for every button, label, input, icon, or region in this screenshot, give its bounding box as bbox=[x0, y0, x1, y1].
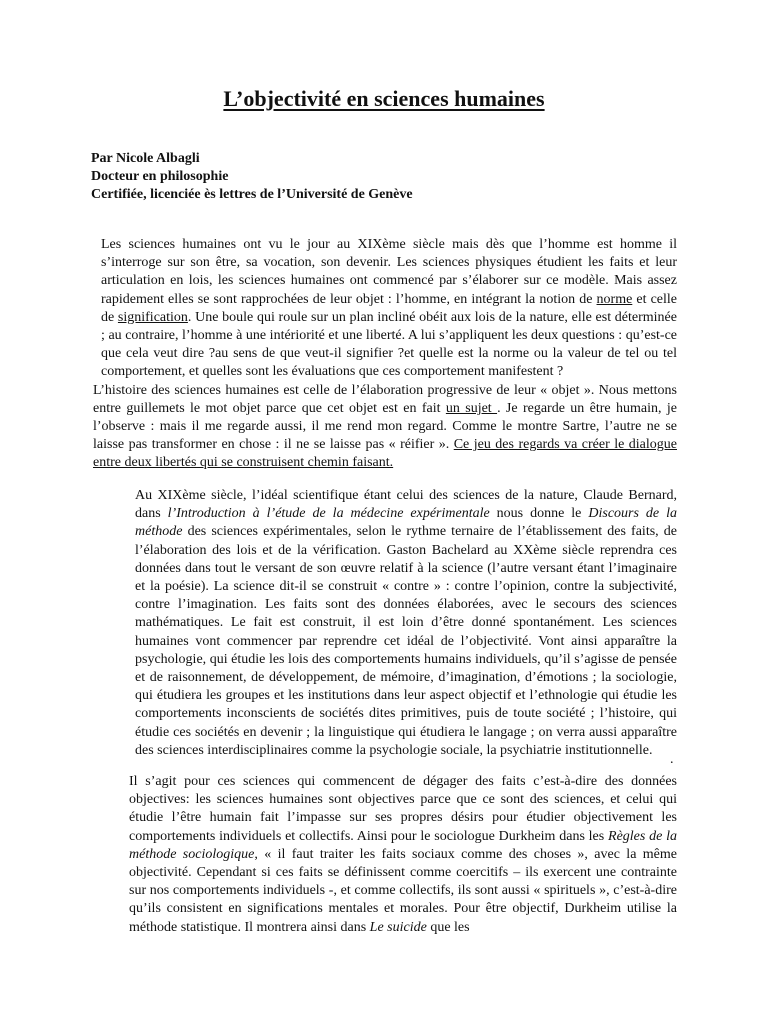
term-un-sujet: un sujet bbox=[445, 400, 498, 416]
title-regles: Règles de la méthode sociologique bbox=[129, 828, 677, 862]
paragraph-3-text bbox=[91, 773, 677, 937]
text-run: L’histoire des sciences humaines est celle de l’élaboration progressive de leur « objet ». Nous mettons entre guillemets le mot objet parce que cet objet est en fait bbox=[93, 382, 677, 416]
author-certification: Certifiée, licenciée ès lettres de l’Université de Genève bbox=[91, 187, 413, 202]
text-run: que les bbox=[426, 919, 470, 935]
text-run: et celle de bbox=[101, 291, 677, 325]
text-run: . Une boule qui roule sur un plan incliné obéit aux lois de la nature, elle est déterminée ; au contraire, l’homme à une intériorité et une liberté. A lui s’appliquent les deux questions : qu’est-ce que cela veut dire ?au sens de que veut-il signifier ?et quelle est la norme ou la valeur de tel ou tel comportement, et quelles sont les évaluations que ces comportement manifestent ? bbox=[101, 309, 677, 380]
text-run: nous donne le bbox=[489, 506, 589, 522]
text-run: , « il faut traiter les faits sociaux comme des choses », avec la même objectivité. Cependant si ces faits se définissent comme coercitifs – ils exercent une contrainte sur nos comportements individuels -, et comme collectifs, ils sont aussi « spirituels », c’est-à-dire qu’ils consistent en significations mentales et morales. Pour être objectif, Durkheim utilise la méthode statistique. Il montrera ainsi dans bbox=[129, 846, 677, 935]
text-run: . Je regarde un être humain, je l’observe : mais il me regarde aussi, il me rend mon regard. Comme le montre Sartre, l’autre ne se laisse pas transformer en chose : il ne se laisse pas « réifier ». bbox=[93, 400, 677, 453]
stray-dot: . bbox=[670, 752, 674, 767]
paragraph-2-text bbox=[91, 487, 677, 760]
text-run: Au XIXème siècle, l’idéal scientifique étant celui des sciences de la nature, Claude Bernard, dans bbox=[135, 488, 677, 522]
paragraph-1-part-2 bbox=[91, 382, 677, 473]
title-le-suicide: Le suicide bbox=[369, 919, 427, 935]
term-norme: norme bbox=[596, 291, 633, 307]
paragraph-2 bbox=[91, 487, 677, 760]
text-run: des sciences expérimentales, selon le rythme ternaire de l’établissement des faits, de l’élaboration des lois et de la vérification. Gaston Bachelard au XXème siècle reprendra ces données dans tout le versant de son œuvre relatif à la science (l’autre versant étant l’imaginaire et la poésie). La science dit-il se construit « contre » : contre l’opinion, contre la subjectivité, contre l’imagination. Les faits sont des données élaborées, avec le secours des sciences mathématiques. Le fait est construit, il est loin d’être donné spontanément. Les sciences humaines vont commencer par reprendre cet idéal de l’objectivité. Vont ainsi apparaître la psychologie, qui étudie les lois des comportements humains individuels, qu’il s’agisse de pensée et de raisonnement, de développement, de mémoire, d’imagination, d’émotions ; la sociologie, qui étudiera les groupes et les institutions dans leur aspect objectif et l’ethnologie qui étudie les comportements inconscients de sociétés dites primitives, puis de toute société ; l’histoire, qui étudie ces sociétés en devenir ; la linguistique qui étudiera le langage ; on verra aussi apparaître des sciences interdisciplinaires comme la psychologie sociale, la psychiatrie institutionnelle. bbox=[135, 524, 677, 758]
paragraph-1-part-1 bbox=[91, 236, 677, 382]
page-title: L’objectivité en sciences humaines bbox=[223, 86, 545, 111]
text-run: Les sciences humaines ont vu le jour au XIXème siècle mais dès que l’homme est homme il s’interroge sur son être, sa vocation, son devenir. Les sciences physiques étudient les faits et leur articulation en lois, les sciences humaines ont commencé par s’élaborer sur ce modèle. Mais assez rapidement elles se sont rapprochées de leur objet : l’homme, en intégrant la notion de bbox=[101, 237, 677, 307]
author-block bbox=[91, 150, 691, 204]
paragraph-1 bbox=[91, 236, 677, 473]
title-introduction: l’Introduction à l’étude de la médecine expérimentale bbox=[167, 506, 490, 522]
author-degree: Docteur en philosophie bbox=[91, 169, 229, 184]
term-signification: signification bbox=[117, 309, 188, 325]
title-discours: Discours de la méthode bbox=[135, 506, 677, 540]
paragraph-3 bbox=[91, 773, 677, 937]
author-name: Par Nicole Albagli bbox=[91, 151, 200, 166]
text-run: Il s’agit pour ces sciences qui commencent de dégager des faits c’est-à-dire des données objectives: les sciences humaines sont objectives parce que ce sont des sciences, et celui qui étudie l’être humain fait l’impasse sur ses propres désirs pour étudier objectivement les comportements individuels et collectifs. Ainsi pour le sociologue Durkheim dans les bbox=[129, 774, 677, 844]
sentence-jeu-des-regards: Ce jeu des regards va créer le dialogue entre deux libertés qui se construisent chemin faisant. bbox=[93, 437, 677, 471]
